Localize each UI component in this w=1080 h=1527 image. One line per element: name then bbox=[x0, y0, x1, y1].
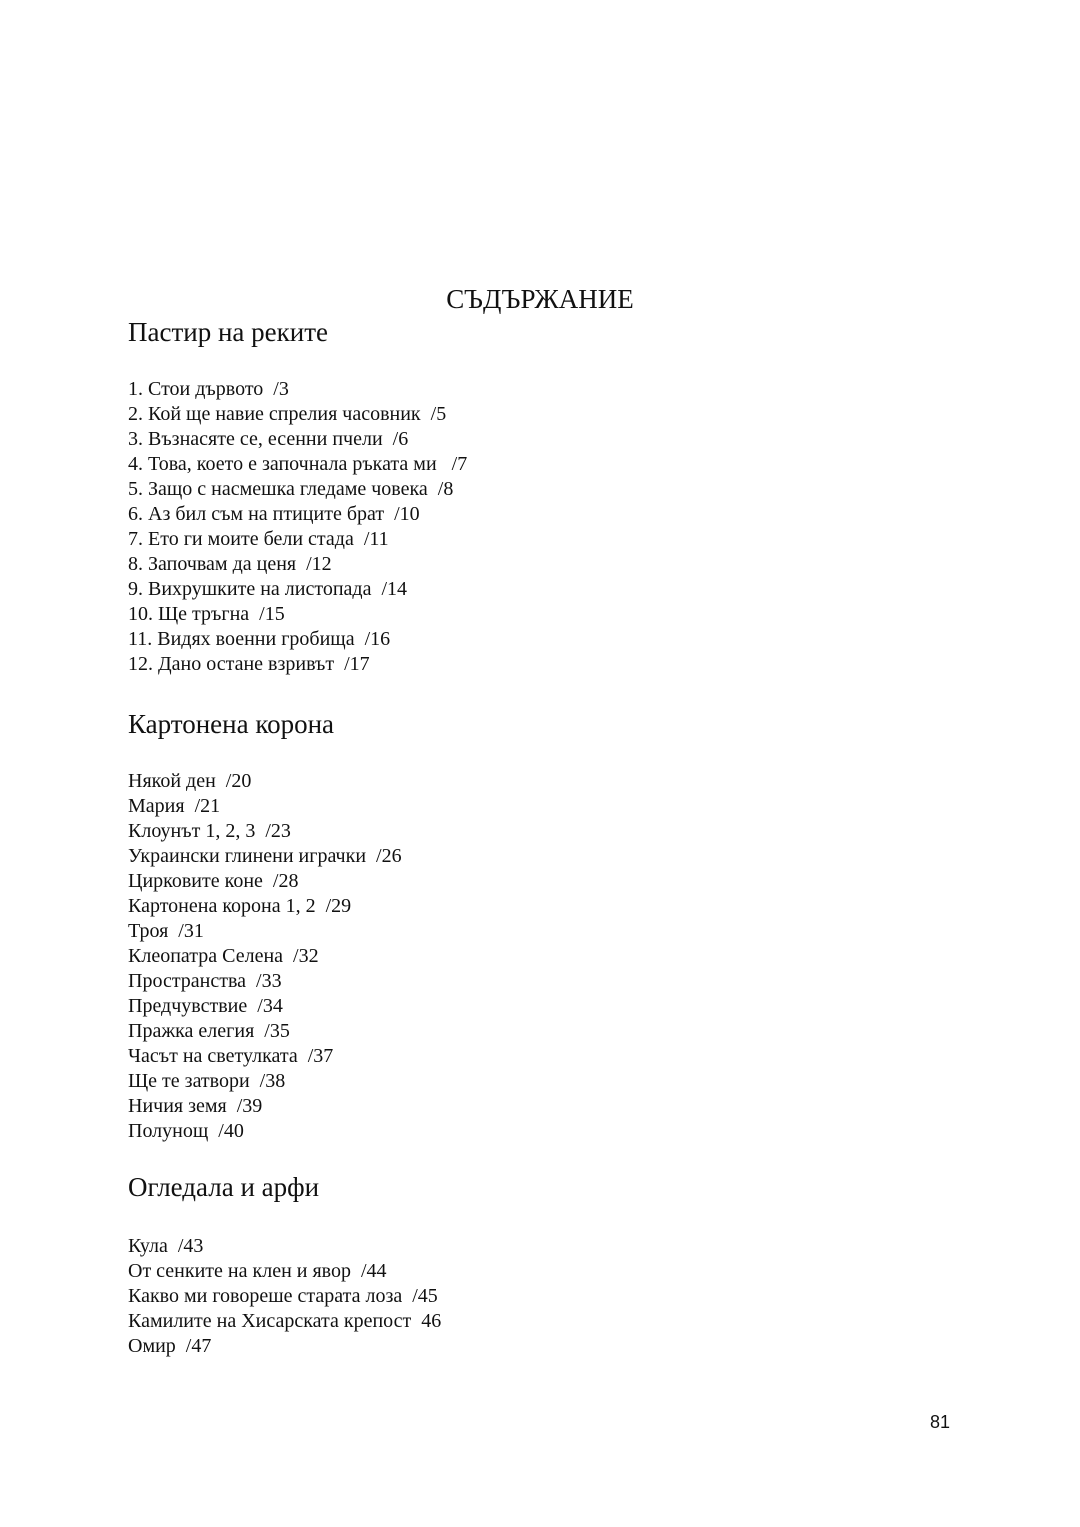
toc-item: Какво ми говореше старата лоза /45 bbox=[128, 1285, 438, 1307]
toc-item: Полунощ /40 bbox=[128, 1120, 244, 1142]
section-title: Пастир на реките bbox=[128, 317, 328, 347]
section-title: Картонена корона bbox=[128, 709, 335, 739]
toc-list bbox=[128, 769, 948, 1144]
section-title: Огледала и арфи bbox=[128, 1172, 320, 1202]
toc-item: 11. Видях военни гробища /16 bbox=[128, 628, 391, 650]
toc-list bbox=[128, 377, 948, 677]
toc-item: 12. Дано остане взривът /17 bbox=[128, 653, 370, 675]
toc-item: Клоунът 1, 2, 3 /23 bbox=[128, 820, 291, 842]
toc-item: От сенките на клен и явор /44 bbox=[128, 1260, 387, 1282]
toc-item: Украински глинени играчки /26 bbox=[128, 845, 402, 867]
toc-item: 7. Ето ги моите бели стада /11 bbox=[128, 528, 389, 550]
toc-item: Предчувствие /34 bbox=[128, 995, 283, 1017]
toc-list bbox=[128, 1234, 948, 1359]
toc-item: Ничия земя /39 bbox=[128, 1095, 263, 1117]
toc-item: Троя /31 bbox=[128, 920, 204, 942]
toc-item: Картонена корона 1, 2 /29 bbox=[128, 895, 352, 917]
page-number: 81 bbox=[930, 1412, 951, 1432]
toc-item: Клеопатра Селена /32 bbox=[128, 945, 319, 967]
toc-item: Кула /43 bbox=[128, 1235, 204, 1257]
toc-item: 5. Защо с насмешка гледаме човека /8 bbox=[128, 478, 454, 500]
toc-section bbox=[128, 316, 948, 677]
toc-item: Пражка елегия /35 bbox=[128, 1020, 290, 1042]
toc-item: Пространства /33 bbox=[128, 970, 282, 992]
toc-item: 3. Възнасяте се, есенни пчели /6 bbox=[128, 428, 409, 450]
toc-section bbox=[128, 708, 948, 1144]
page-title: СЪДЪРЖАНИЕ bbox=[446, 284, 634, 314]
toc-item: Камилите на Хисарската крепост 46 bbox=[128, 1310, 442, 1332]
toc-item: 9. Вихрушките на листопада /14 bbox=[128, 578, 408, 600]
toc-item: Цирковите коне /28 bbox=[128, 870, 299, 892]
toc-item: 2. Кой ще навие спрелия часовник /5 bbox=[128, 403, 447, 425]
toc-item: 1. Стои дървото /3 bbox=[128, 378, 289, 400]
toc-item: Ще те затвори /38 bbox=[128, 1070, 286, 1092]
toc-item: 6. Аз бил съм на птиците брат /10 bbox=[128, 503, 420, 525]
toc-item: Някой ден /20 bbox=[128, 770, 252, 792]
toc-item: 4. Това, което е започнала ръката ми /7 bbox=[128, 453, 468, 475]
toc-item: 10. Ще тръгна /15 bbox=[128, 603, 285, 625]
toc-item: Омир /47 bbox=[128, 1335, 212, 1357]
toc-section bbox=[128, 1171, 948, 1359]
toc-item: Мария /21 bbox=[128, 795, 221, 817]
toc-item: 8. Започвам да ценя /12 bbox=[128, 553, 332, 575]
toc-item: Часът на светулката /37 bbox=[128, 1045, 334, 1067]
